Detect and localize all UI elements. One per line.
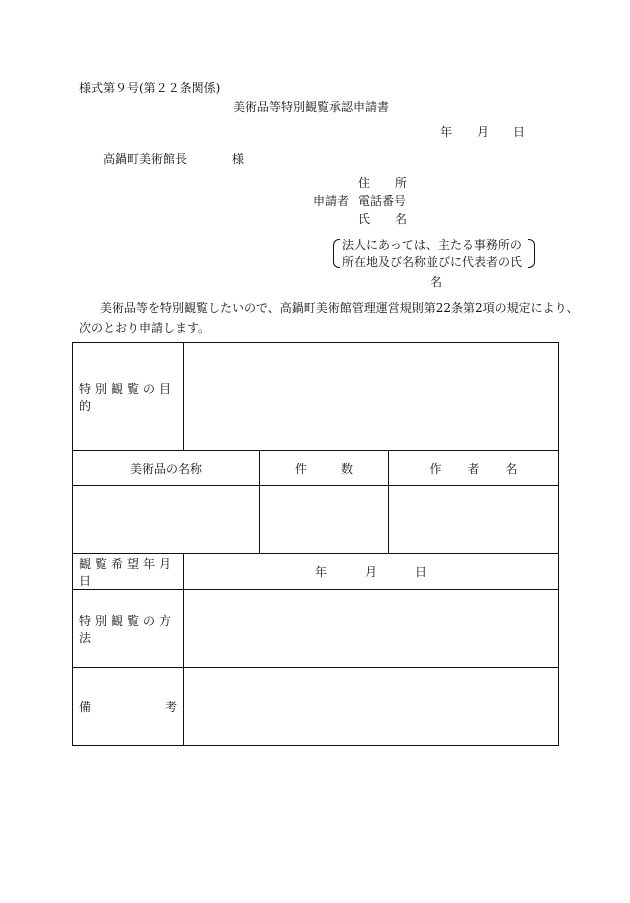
remarks-label-2: 考 bbox=[164, 700, 177, 714]
phone-label: 電話番号 bbox=[358, 194, 407, 208]
artwork-name-field[interactable] bbox=[73, 486, 260, 554]
viewing-date-year: 年 bbox=[314, 565, 327, 579]
author-header bbox=[389, 451, 559, 486]
method-field[interactable] bbox=[184, 590, 559, 668]
remarks-label bbox=[73, 668, 184, 746]
date-month: 月 bbox=[477, 125, 490, 139]
purpose-field[interactable] bbox=[184, 343, 559, 451]
corporate-note-line2: 所在地及び名称並びに代表者の氏 bbox=[342, 255, 523, 269]
author-field[interactable] bbox=[389, 486, 559, 554]
address-label-2: 所 bbox=[395, 176, 408, 190]
count-header-2: 数 bbox=[341, 461, 354, 476]
application-table bbox=[72, 342, 559, 746]
bracket-left bbox=[333, 239, 340, 268]
count-header bbox=[260, 451, 389, 486]
bracket-right bbox=[528, 239, 535, 268]
author-header-1: 作 bbox=[429, 461, 442, 476]
remarks-label-1: 備 bbox=[79, 700, 92, 714]
name-label-2: 名 bbox=[395, 212, 408, 226]
date-year: 年 bbox=[440, 125, 453, 139]
author-header-2: 者 bbox=[467, 461, 480, 476]
document-title: 美術品等特別観覧承認申請書 bbox=[233, 100, 390, 114]
remarks-field[interactable] bbox=[184, 668, 559, 746]
addressee: 高鍋町美術館長 bbox=[103, 152, 188, 166]
body-text-line2: 次のとおり申請します。 bbox=[79, 321, 211, 335]
address-label-1: 住 bbox=[358, 176, 371, 190]
honorific: 様 bbox=[232, 152, 245, 166]
corporate-note-line1: 法人にあっては、主たる事務所の bbox=[342, 238, 522, 252]
date-day: 日 bbox=[513, 125, 526, 139]
author-header-3: 名 bbox=[505, 461, 518, 476]
name-label-1: 氏 bbox=[358, 212, 371, 226]
count-header-1: 件 bbox=[294, 461, 307, 476]
viewing-date-label: 観覧希望年月日 bbox=[73, 554, 184, 590]
viewing-date-day: 日 bbox=[415, 565, 428, 579]
purpose-label: 特別観覧の目的 bbox=[73, 343, 184, 451]
viewing-date-month: 月 bbox=[365, 565, 378, 579]
viewing-date-field[interactable] bbox=[184, 554, 559, 590]
artwork-name-header: 美術品の名称 bbox=[73, 451, 260, 486]
corporate-note-line3: 名 bbox=[430, 275, 443, 289]
count-field[interactable] bbox=[260, 486, 389, 554]
applicant-label: 申請者 bbox=[313, 194, 350, 208]
form-number: 様式第９号(第２２条関係) bbox=[79, 81, 221, 95]
body-text-line1: 美術品等を特別観覧したいので、高鍋町美術館管理運営規則第22条第2項の規定により、 bbox=[100, 301, 579, 315]
method-label: 特別観覧の方法 bbox=[73, 590, 184, 668]
